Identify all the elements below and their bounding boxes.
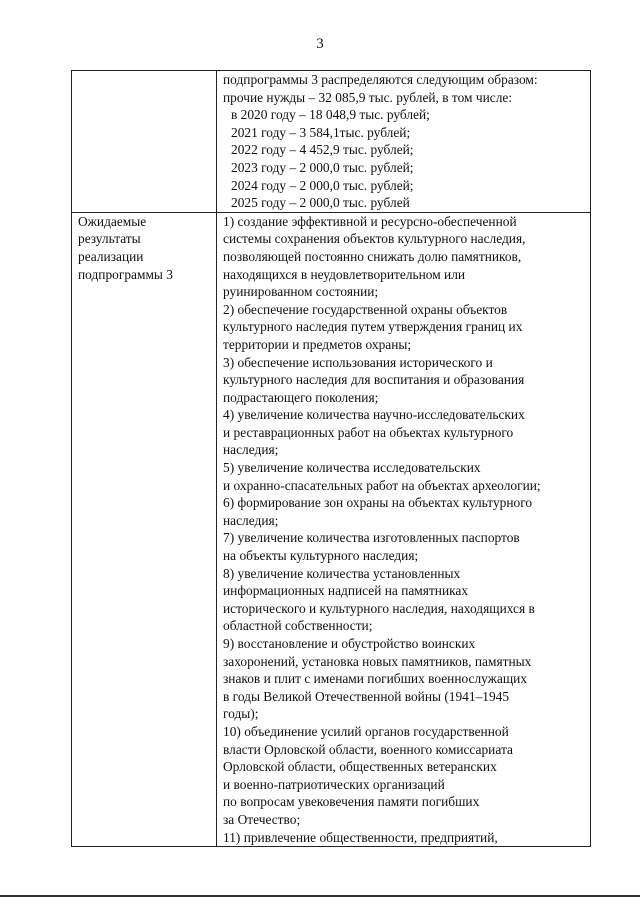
result-line: позволяющей постоянно снижать долю памятников, [223, 248, 522, 264]
result-line: культурного наследия для воспитания и образования [223, 372, 525, 388]
results-label-line: результаты [78, 231, 141, 247]
result-line: 10) объединение усилий органов государственной [223, 723, 509, 739]
funding-year-line: 2024 году – 2 000,0 тыс. рублей; [231, 177, 414, 193]
program-passport-table [71, 70, 591, 847]
result-line: 5) увеличение количества исследовательских [223, 460, 481, 476]
funding-year-line: 2021 году – 3 584,1тыс. рублей; [231, 124, 411, 140]
funding-cell [217, 71, 591, 213]
funding-year-line: в 2020 году – 18 048,9 тыс. рублей; [231, 107, 430, 123]
funding-year-line: 2023 году – 2 000,0 тыс. рублей; [231, 159, 414, 175]
result-line: территории и предметов охраны; [223, 336, 412, 352]
table-row-funding [72, 71, 591, 213]
result-line: и реставрационных работ на объектах культурного [223, 424, 514, 440]
results-label-cell [72, 212, 217, 846]
funding-line: подпрограммы 3 распределяются следующим образом: [223, 72, 538, 87]
result-line: наследия; [223, 442, 279, 458]
results-content-cell [217, 212, 591, 846]
results-label-line: подпрограммы 3 [78, 266, 173, 282]
result-line: 11) привлечение общественности, предприятий, [223, 829, 498, 845]
result-line: 6) формирование зон охраны на объектах культурного [223, 495, 533, 511]
result-line: 2) обеспечение государственной охраны объектов [223, 301, 508, 317]
result-line: системы сохранения объектов культурного наследия, [223, 231, 526, 247]
result-line: и военно-патриотических организаций [223, 776, 445, 792]
results-label-line: реализации [78, 248, 144, 264]
result-line: годы); [223, 706, 259, 722]
result-line: Орловской области, общественных ветеранских [223, 759, 497, 775]
result-line: 7) увеличение количества изготовленных паспортов [223, 530, 520, 546]
result-line: власти Орловской области, военного комиссариата [223, 741, 513, 757]
result-line: на объекты культурного наследия; [223, 548, 419, 564]
page-number: 3 [316, 36, 324, 52]
funding-line: прочие нужды – 32 085,9 тыс. рублей, в том числе: [223, 89, 513, 105]
result-line: знаков и плит с именами погибших военнослужащих [223, 671, 528, 687]
label-cell-empty [72, 71, 217, 213]
result-line: 9) восстановление и обустройство воинских [223, 636, 476, 651]
result-line: областной собственности; [223, 618, 373, 634]
result-line: за Отечество; [223, 811, 301, 827]
result-line: по вопросам увековечения памяти погибших [223, 794, 480, 810]
result-line: наследия; [223, 512, 279, 528]
result-line: 8) увеличение количества установленных [223, 565, 461, 581]
result-line: исторического и культурного наследия, находящихся в [223, 600, 535, 616]
funding-year-line: 2025 году – 2 000,0 тыс. рублей [231, 195, 410, 211]
result-line: руинированном состоянии; [223, 284, 379, 300]
result-line: 1) создание эффективной и ресурсно-обеспеченной [223, 213, 517, 229]
funding-year-line: 2022 году – 4 452,9 тыс. рублей; [231, 142, 414, 158]
page-bottom-rule [0, 895, 640, 897]
result-line: культурного наследия путем утверждения границ их [223, 319, 523, 335]
results-label-line: Ожидаемые [78, 213, 147, 229]
result-line: находящихся в неудовлетворительном или [223, 266, 466, 282]
result-line: подрастающего поколения; [223, 389, 379, 405]
result-line: и охранно-спасательных работ на объектах археологии; [223, 477, 541, 493]
result-line: захоронений, установка новых памятников, памятных [223, 653, 532, 669]
result-line: информационных надписей на памятниках [223, 583, 469, 599]
result-line: 4) увеличение количества научно-исследовательских [223, 407, 525, 423]
result-line: 3) обеспечение использования исторического и [223, 354, 493, 370]
table-row-results [72, 212, 591, 846]
result-line: в годы Великой Отечественной войны (1941–1945 [223, 688, 510, 704]
